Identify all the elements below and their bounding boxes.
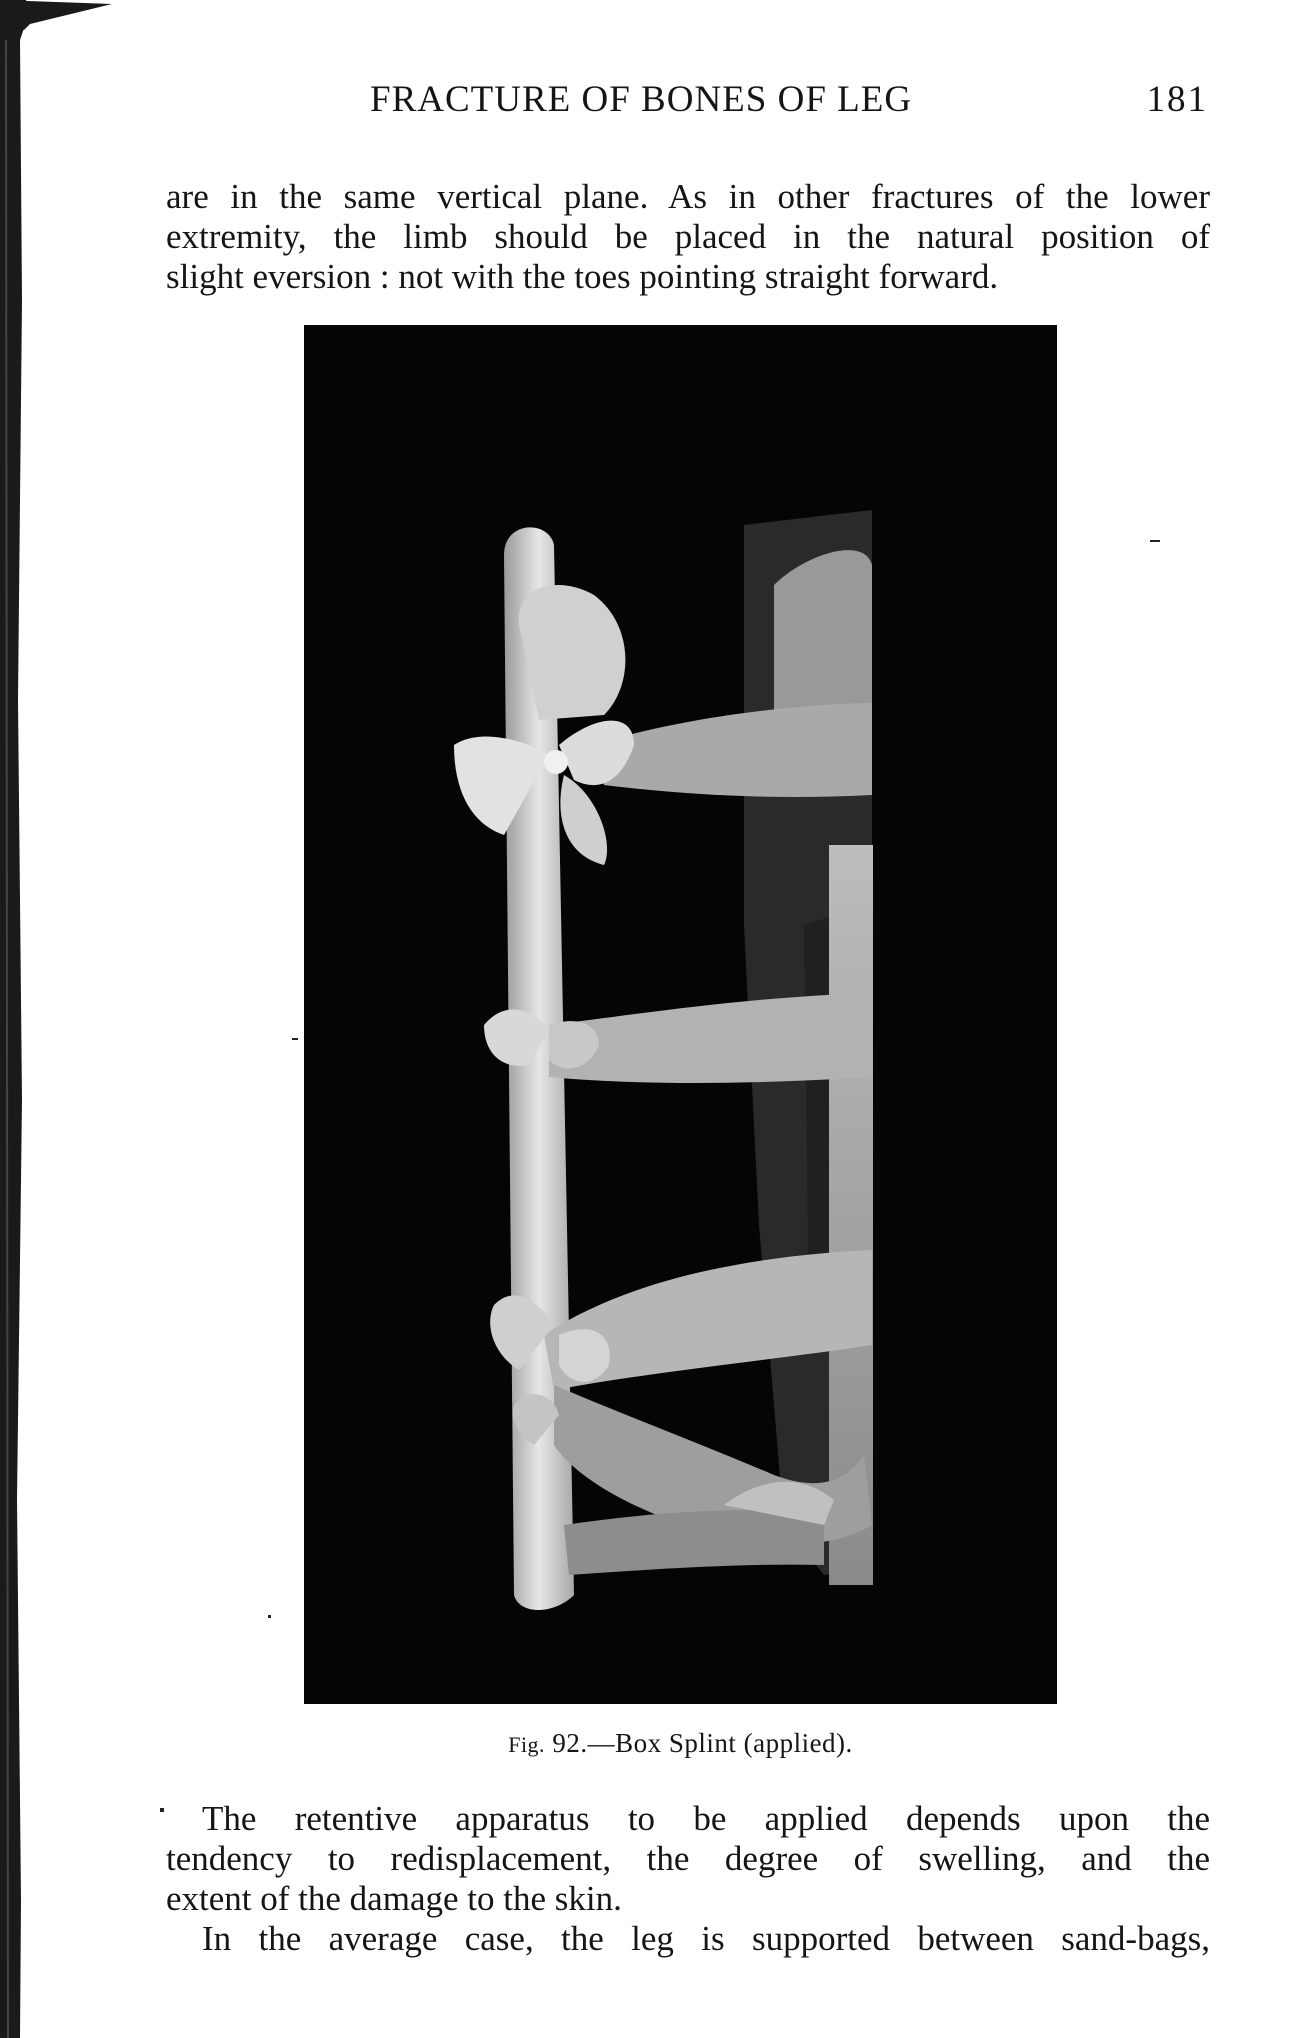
print-speck [268, 1615, 271, 1618]
box-splint-illustration [304, 325, 1057, 1704]
binding-corner-mark [0, 0, 115, 30]
running-head: FRACTURE OF BONES OF LEG [370, 79, 913, 120]
text-line: In the average case, the leg is supported between sand-bags, [202, 1919, 1210, 1958]
page-header [168, 78, 1210, 126]
text-line: extremity, the limb should be placed in the natural position of [166, 217, 1210, 256]
text-line: tendency to redisplacement, the degree of swelling, and the [166, 1839, 1210, 1878]
figure-number: 92. [545, 1728, 588, 1758]
text-line: slight eversion : not with the toes pointing straight forward. [166, 257, 999, 296]
page-binding-edge [0, 0, 26, 2038]
text-line: extent of the damage to the skin. [166, 1879, 622, 1918]
figure-label: Fig. [508, 1732, 546, 1757]
paragraph-top [166, 177, 1210, 297]
print-speck [160, 1808, 164, 1812]
figure-caption [304, 1728, 1057, 1759]
figure-box-splint-photo [304, 325, 1057, 1704]
text-line: The retentive apparatus to be applied depends upon the [202, 1799, 1210, 1838]
print-speck [292, 1038, 298, 1040]
print-speck [1150, 540, 1160, 542]
paragraph-bottom [166, 1799, 1210, 1959]
text-line: are in the same vertical plane. As in other fractures of the lower [166, 177, 1210, 216]
page-number: 181 [1146, 79, 1208, 120]
figure-title: —Box Splint (applied). [587, 1728, 853, 1758]
